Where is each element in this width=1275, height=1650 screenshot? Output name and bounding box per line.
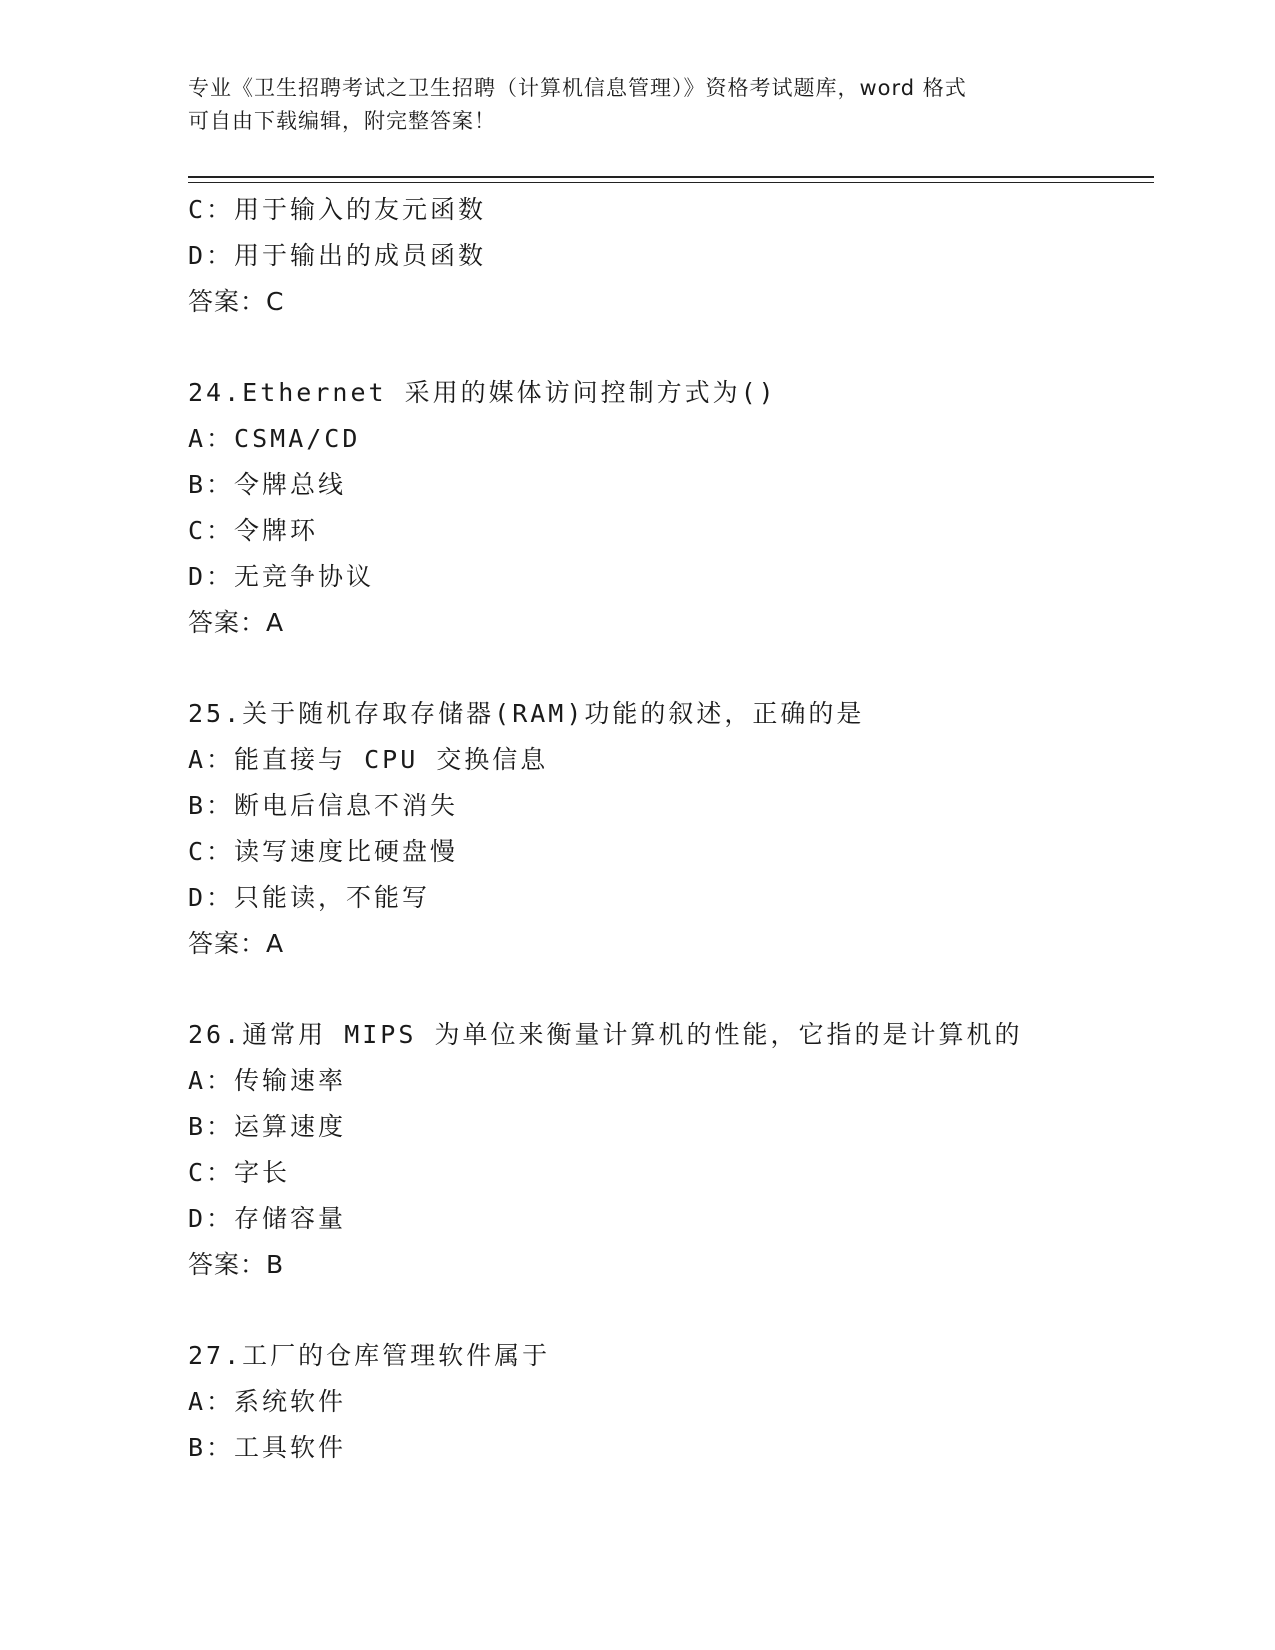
spacer xyxy=(188,646,1148,691)
question-25 xyxy=(188,691,1148,967)
question-26 xyxy=(188,1012,1148,1288)
question-23 xyxy=(188,187,1148,325)
option-b: B：运算速度 xyxy=(188,1112,347,1141)
question-text: 25.关于随机存取存储器(RAM)功能的叙述，正确的是 xyxy=(188,699,865,728)
option-b: B：令牌总线 xyxy=(188,470,347,499)
question-list xyxy=(188,187,1148,1471)
header-divider-thick xyxy=(188,176,1154,178)
question-text: 26.通常用 MIPS 为单位来衡量计算机的性能，它指的是计算机的 xyxy=(188,1020,1023,1049)
question-24 xyxy=(188,370,1148,646)
question-text: 27.工厂的仓库管理软件属于 xyxy=(188,1341,551,1370)
option-b: B：工具软件 xyxy=(188,1433,347,1462)
option-a: A：CSMA/CD xyxy=(188,424,361,453)
option-d: D：无竞争协议 xyxy=(188,562,375,591)
option-d: D：存储容量 xyxy=(188,1204,347,1233)
header-divider-thin xyxy=(188,182,1154,183)
spacer xyxy=(188,325,1148,370)
option-a: A：能直接与 CPU 交换信息 xyxy=(188,745,549,774)
option-c: C：读写速度比硬盘慢 xyxy=(188,837,459,866)
header-line-1: 专业《卫生招聘考试之卫生招聘（计算机信息管理）》资格考试题库，word 格式 xyxy=(188,76,967,100)
answer: 答案：A xyxy=(188,608,285,637)
option-b: B：断电后信息不消失 xyxy=(188,791,459,820)
spacer xyxy=(188,1288,1148,1333)
header-line-2: 可自由下载编辑，附完整答案！ xyxy=(188,109,496,133)
spacer xyxy=(188,967,1148,1012)
answer: 答案：B xyxy=(188,1250,285,1279)
answer: 答案：C xyxy=(188,287,285,316)
option-c: C：用于输入的友元函数 xyxy=(188,195,487,224)
option-c: C：字长 xyxy=(188,1158,291,1187)
question-27 xyxy=(188,1333,1148,1471)
option-a: A：系统软件 xyxy=(188,1387,347,1416)
option-d: D：用于输出的成员函数 xyxy=(188,241,487,270)
document-header xyxy=(188,72,1088,138)
answer: 答案：A xyxy=(188,929,285,958)
option-a: A：传输速率 xyxy=(188,1066,347,1095)
option-c: C：令牌环 xyxy=(188,516,319,545)
question-text: 24.Ethernet 采用的媒体访问控制方式为() xyxy=(188,378,777,407)
option-d: D：只能读，不能写 xyxy=(188,883,431,912)
